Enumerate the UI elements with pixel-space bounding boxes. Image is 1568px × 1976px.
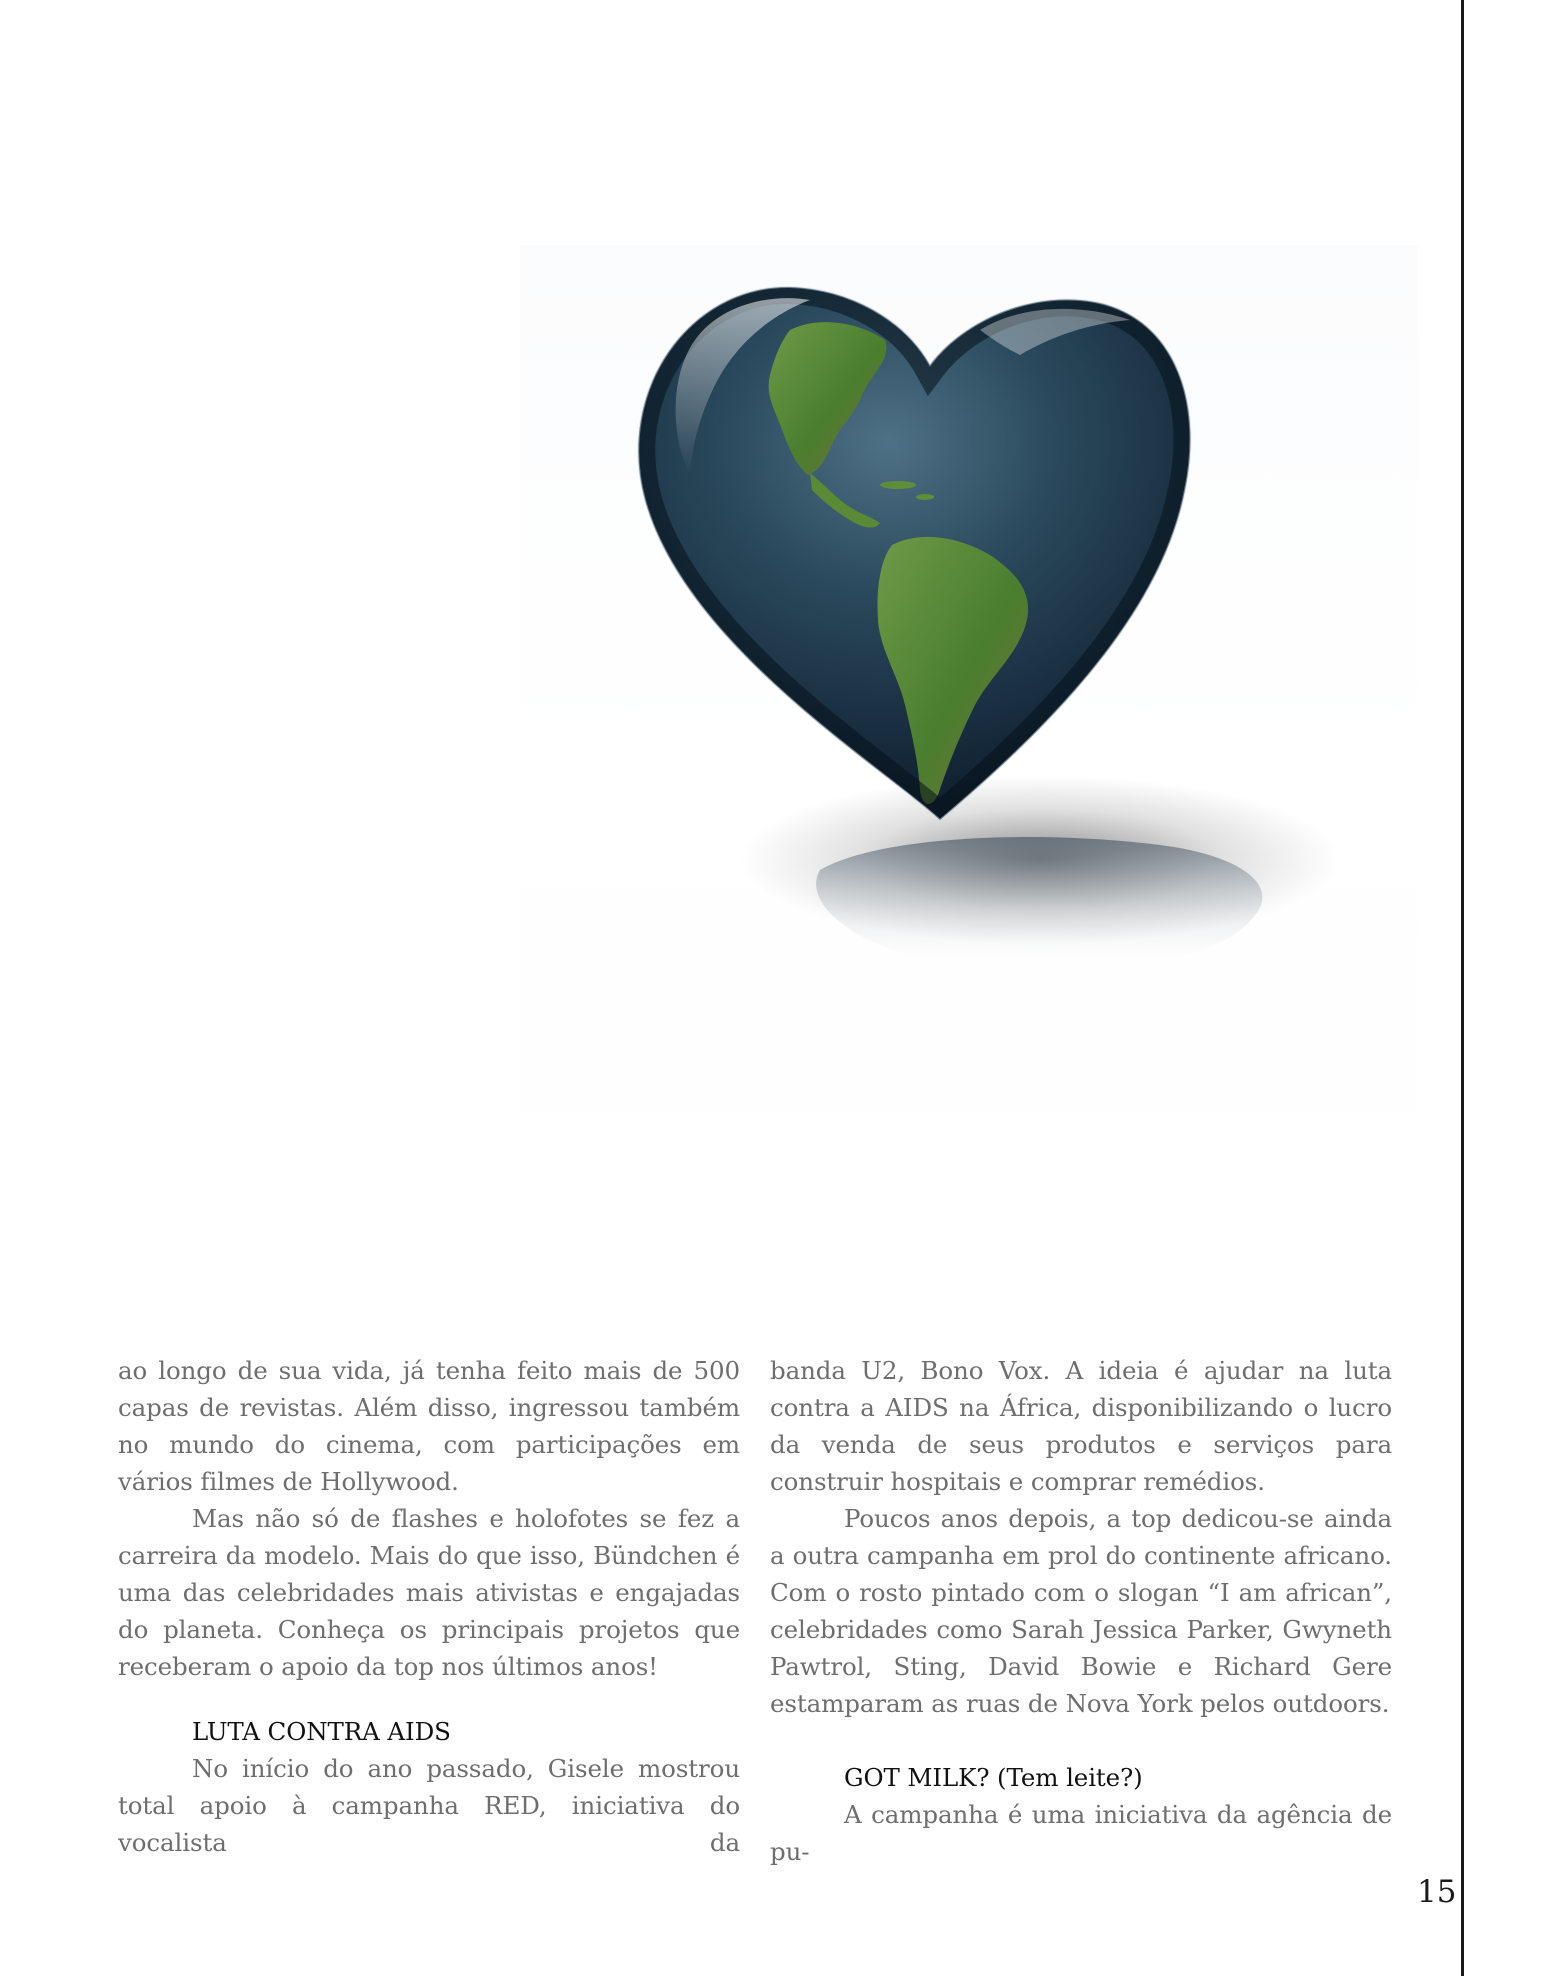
- earth-heart-illustration: [520, 245, 1418, 1113]
- left-paragraph-3: No início do ano passado, Gisele mostrou total apoio à campanha RED, iniciativa do vocalista da: [118, 1754, 740, 1857]
- page-edge-rule: [1461, 0, 1464, 1976]
- left-paragraph-2: Mas não só de flashes e holofotes se fez a carreira da modelo. Mais do que isso, Bündchen é uma das celebridades mais ativistas e engajadas do planeta. Conheça os principais projetos que receberam o apoio da top nos últimos anos!: [118, 1504, 740, 1681]
- section-heading-aids: LUTA CONTRA AIDS: [192, 1717, 451, 1746]
- page-number: 15: [1417, 1874, 1457, 1910]
- right-text-column: [770, 1352, 1392, 1870]
- right-paragraph-1: banda U2, Bono Vox. A ideia é ajudar na luta contra a AIDS na África, disponibilizando o lucro da venda de seus produtos e serviços para construir hospitais e comprar remédios.: [770, 1356, 1392, 1496]
- left-text-column: [118, 1352, 740, 1861]
- left-paragraph-1: ao longo de sua vida, já tenha feito mais de 500 capas de revistas. Além disso, ingressou também no mundo do cinema, com participações em vários filmes de Hollywood.: [118, 1356, 740, 1496]
- right-paragraph-2: Poucos anos depois, a top dedicou-se ainda a outra campanha em prol do continente africano. Com o rosto pintado com o slogan “I am african”, celebridades como Sarah Jessica Parker, Gwyneth Pawtrol, Sting, David Bowie e Richard Gere estamparam as ruas de Nova York pelos outdoors.: [770, 1504, 1392, 1718]
- right-paragraph-3: A campanha é uma iniciativa da agência de pu-: [770, 1800, 1392, 1866]
- section-heading-got-milk: GOT MILK? (Tem leite?): [844, 1763, 1143, 1792]
- heart-reflection: [816, 837, 1262, 973]
- earth-heart-photo: [520, 245, 1418, 1113]
